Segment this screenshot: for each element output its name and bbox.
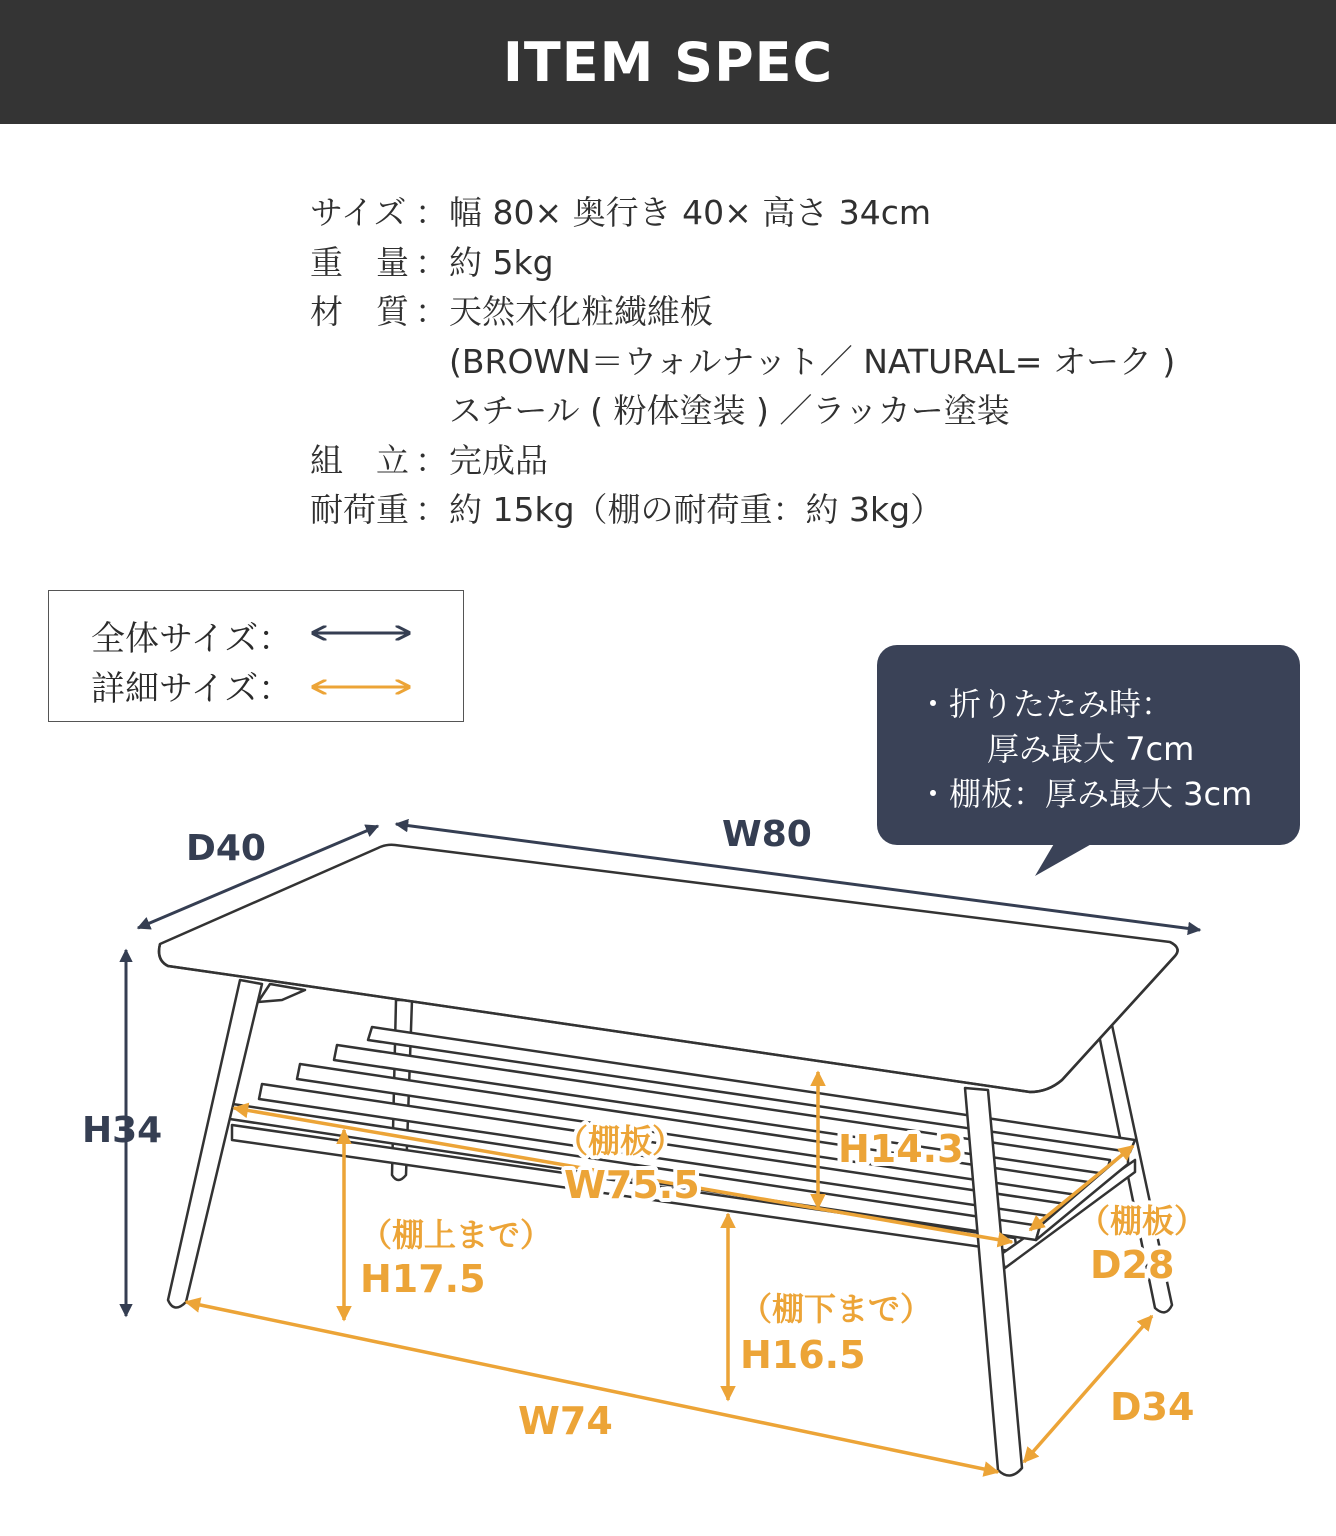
spec-value-continuation: (BROWN＝ウォルナット／ NATURAL= オーク ) [449,341,1176,381]
spec-value: 完成品 [449,440,548,480]
spec-value: 約 5kg [449,242,554,282]
label-h14: H14.3 [838,1127,964,1171]
label-shelf-width-paren: （棚板） [556,1122,685,1160]
label-d40: D40 [186,828,266,869]
spec-value-continuation: スチール ( 粉体塗装 ) ／ラッカー塗装 [449,391,1010,430]
page-title: ITEM SPEC [502,30,834,94]
spec-value: 幅 80× 奥行き 40× 高さ 34cm [449,193,932,232]
spec-value: 天然木化粧繊維板 [449,292,713,331]
spec-label: サイズ [310,193,407,232]
label-to-shelf-top: H17.5 [360,1257,486,1301]
spec-value: 約 15kg（棚の耐荷重：約 3kg） [449,490,944,529]
legend-overall-label: 全体サイズ： [91,619,293,659]
label-h34: H34 [82,1110,163,1151]
spec-separator: ： [415,193,448,232]
note-line: ・棚板：厚み最大 3cm [917,775,1253,813]
spec-label: 重 量 [310,242,409,282]
legend-detail-label: 詳細サイズ： [91,669,293,709]
label-w80: W80 [722,814,812,855]
spec-label: 材 質 [310,292,409,331]
spec-separator: ： [415,490,448,529]
front-left-leg [168,980,262,1308]
spec-label: 組 立 [310,440,409,480]
spec-separator: ： [415,292,448,331]
tabletop-top [159,845,1178,1092]
bubble-tail [1035,842,1095,876]
label-shelf-depth-paren: （棚板） [1078,1202,1207,1240]
spec-separator: ： [415,440,448,480]
note-line: 厚み最大 7cm [987,730,1195,768]
label-w74: W74 [518,1399,613,1443]
spec-label: 耐荷重 [310,490,409,529]
label-shelf-depth: D28 [1090,1243,1175,1287]
label-under-shelf: H16.5 [740,1333,866,1377]
label-shelf-width: W75.5 [564,1163,700,1207]
spec-separator: ： [415,242,448,282]
label-under-shelf-paren: （棚下まで） [740,1290,933,1328]
front-left-bracket [258,984,305,1002]
label-to-shelf-top-paren: （棚上まで） [360,1216,553,1254]
note-line: ・折りたたみ時： [917,685,1174,723]
label-d34: D34 [1110,1385,1195,1429]
table-illustration [159,845,1178,1476]
